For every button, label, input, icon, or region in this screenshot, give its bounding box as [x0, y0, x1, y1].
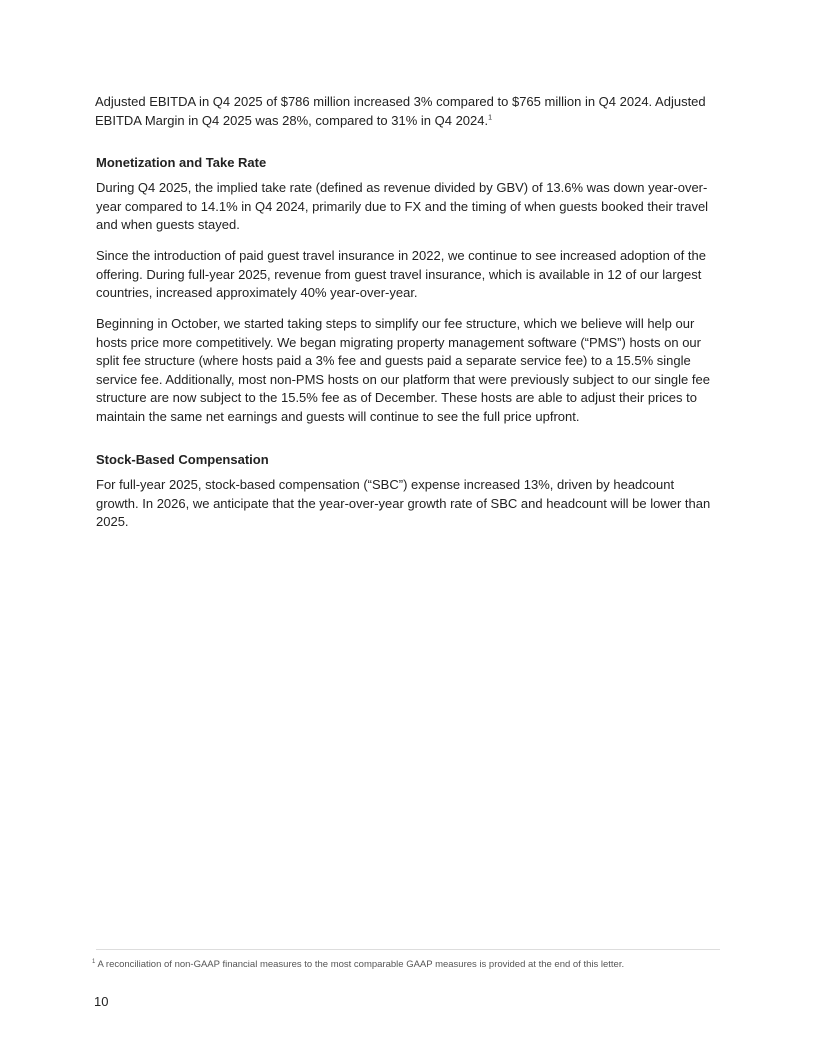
footnote	[92, 959, 722, 971]
heading-monetization: Monetization and Take Rate	[96, 155, 267, 170]
paragraph-take-rate: During Q4 2025, the implied take rate (defined as revenue divided by GBV) of 13.6% was down year-over-year compared to 14.1% in Q4 2024, primarily due to FX and the timing of when guests booked their travel and when guests stayed.	[96, 180, 709, 233]
footnote-divider	[96, 949, 720, 950]
paragraph-ebitda	[95, 93, 720, 130]
footnote-text: A reconciliation of non-GAAP financial measures to the most comparable GAAP measures is provided at the end of this letter.	[97, 959, 625, 970]
paragraph-sbc: For full-year 2025, stock-based compensation (“SBC”) expense increased 13%, driven by headcount growth. In 2026, we anticipate that the year-over-year growth rate of SBC and headcount will be lower than 2025.	[96, 477, 711, 530]
page-number: 10	[94, 994, 109, 1009]
footnote-marker: 1	[92, 958, 96, 965]
paragraph-insurance: Since the introduction of paid guest travel insurance in 2022, we continue to see increased adoption of the offering. During full-year 2025, revenue from guest travel insurance, which is available in 12 of our largest countries, increased approximately 40% year-over-year.	[96, 248, 706, 301]
paragraph-ebitda-text: Adjusted EBITDA in Q4 2025 of $786 million increased 3% compared to $765 million in Q4 2024. Adjusted EBITDA Margin in Q4 2025 was 28%, compared to 31% in Q4 2024.	[95, 94, 706, 128]
paragraph-fee-structure: Beginning in October, we started taking steps to simplify our fee structure, which we believe will help our hosts price more competitively. We began migrating property management software (“PMS”) hosts on our split fee structure (where hosts paid a 3% fee and guests paid a separate service fee) to a 15.5% single service fee. Additionally, most non-PMS hosts on our platform that were previously subject to our single fee structure are now subject to the 15.5% fee as of December. These hosts are able to adjust their prices to maintain the same net earnings and guests will continue to see the full price upfront.	[96, 316, 710, 424]
footnote-reference: 1	[488, 114, 493, 122]
heading-stock-based-compensation: Stock-Based Compensation	[96, 452, 269, 467]
